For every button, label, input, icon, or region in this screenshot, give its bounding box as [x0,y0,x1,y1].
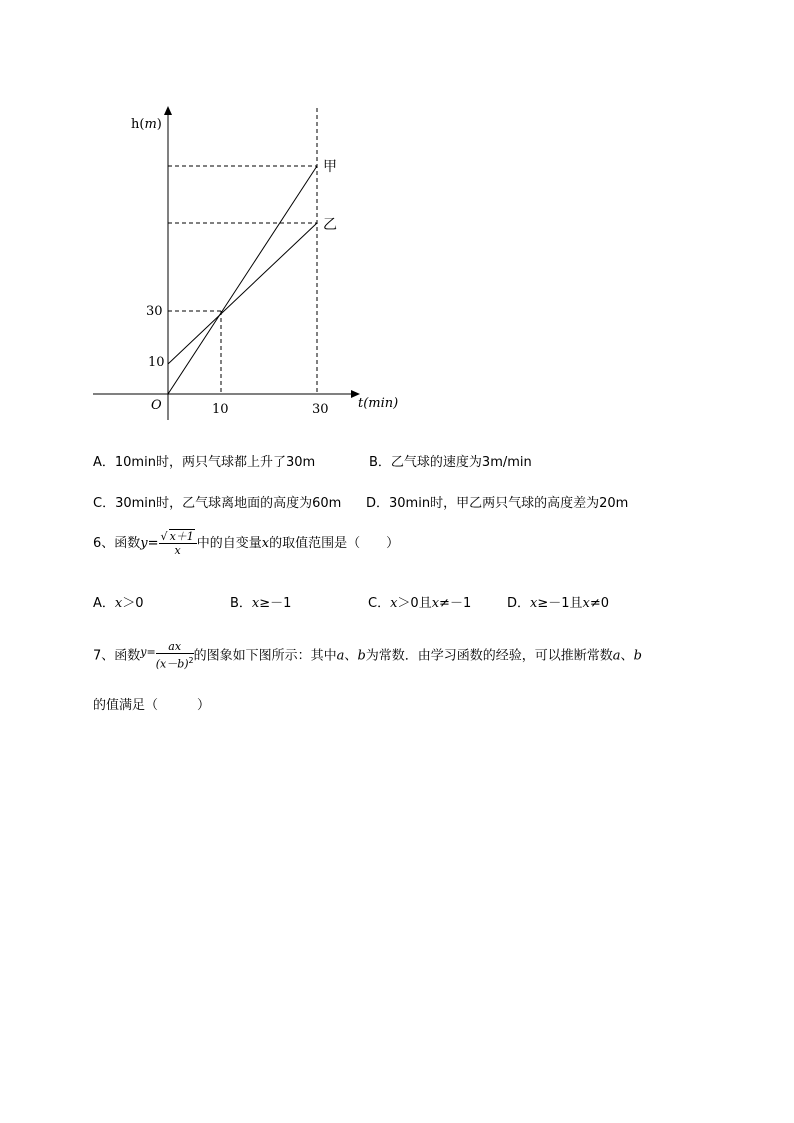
origin-label: O [151,398,162,413]
q6-middle: 中的自变量 [196,536,262,551]
q5-option-c[interactable]: C．30min时，乙气球离地面的高度为60m [93,496,342,511]
q6-radicand: x＋1 [169,530,194,543]
ytick-10: 10 [148,355,165,370]
x-axis-label: t(min) [358,396,399,411]
y-axis-label: h(m) [131,117,162,132]
q6-fraction: $\frac{√ x+1}{x}$ [159,529,197,558]
q5-option-a[interactable]: A．10min时，两只气球都上升了30m [93,455,316,470]
q7-eq: = [146,645,156,659]
q6-prefix: 6、函数 [93,536,141,551]
q6-stem [93,529,399,558]
line-jia [168,166,317,394]
y-axis-arrow [164,106,172,115]
balloon-height-graph [88,100,408,430]
q5-option-d[interactable]: D．30min时，甲乙两只气球的高度差为20m [366,496,629,511]
line-yi [168,223,317,364]
q7-text1: 的图象如下图所示：其中 [193,648,337,664]
q7-stem-line2: 的值满足（ ） [93,698,211,713]
q6-option-a[interactable]: A．x＞0 [93,596,144,611]
q7-y: y [140,645,147,659]
q6-denominator: x [174,544,181,557]
xtick-30: 30 [312,402,329,417]
q7-fraction [156,640,194,672]
q6-eq: = [147,536,159,551]
ytick-30: 30 [146,304,163,319]
line-jia-label: 甲 [323,159,337,175]
xtick-10: 10 [212,402,229,417]
q7-numerator: ax [156,640,194,654]
q6-option-c[interactable]: C．x＞0且x≠－1 [368,596,472,611]
q6-suffix: 的取值范围是（ ） [269,536,400,551]
q7-text2: 为常数．由学习函数的经验，可以推断常数 [365,648,613,664]
q7-denominator: $(x-b)^2$ [155,656,194,671]
q6-option-b[interactable]: B．x≥－1 [230,596,292,611]
line-yi-label: 乙 [323,217,337,233]
q5-option-b[interactable]: B．乙气球的速度为3m/min [369,455,532,470]
q7-prefix: 7、函数 [93,648,141,664]
q6-y: y [140,536,148,551]
q6-option-d[interactable]: D．x≥－1且x≠0 [507,596,610,611]
q6-x: x [261,536,270,551]
q7-stem: 7、函数$^{y=}$ $\frac{ax}{(x-b)^2}$ 的图象如下图所示：其中a、b为常数．由学习函数的经验，可以推断常数a、b [93,640,642,671]
